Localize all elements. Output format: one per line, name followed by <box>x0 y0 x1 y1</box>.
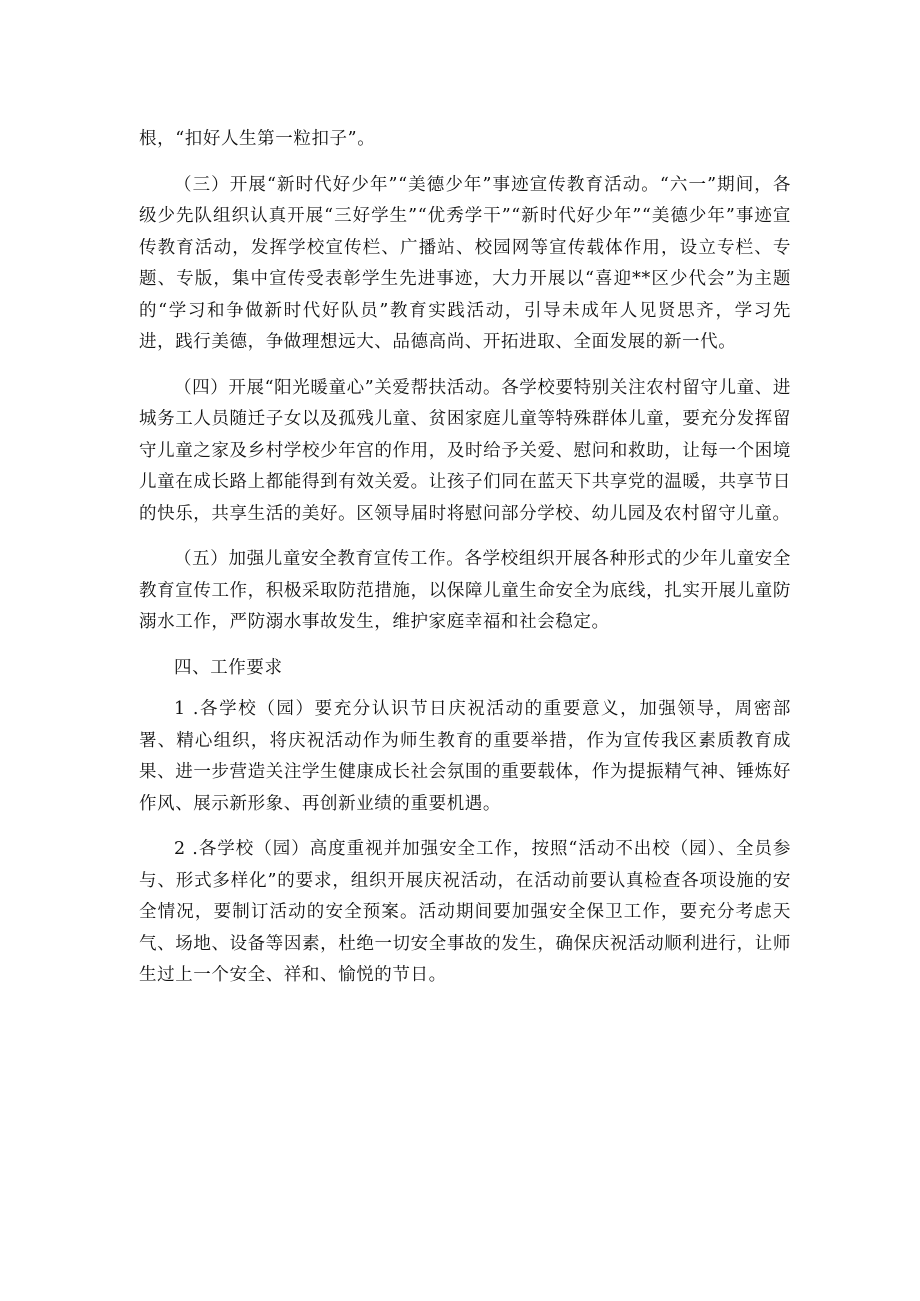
paragraph-continuation: 根，“扣好人生第一粒扣子”。 <box>139 129 376 149</box>
paragraph-section-4: （四）开展“阳光暖童心”关爱帮扶活动。各学校要特别关注农村留守儿童、进城务工人员随迁子女以及孤残儿童、贫困家庭儿童等特殊群体儿童，要充分发挥留守儿童之家及乡村学校少年宫的作用，及时给予关爱、慰问和救助，让每一个困境儿童在成长路上都能得到有效关爱。让孩子们同在蓝天下共享党的温暖，共享节日的快乐，共享生活的美好。区领导届时将慰问部分学校、幼儿园及农村留守儿童。 <box>139 377 791 524</box>
paragraph-section-5: （五）加强儿童安全教育宣传工作。各学校组织开展各种形式的少年儿童安全教育宣传工作，积极采取防范措施，以保障儿童生命安全为底线，扎实开展儿童防溺水工作，严防溺水事故发生，维护家庭幸福和社会稳定。 <box>139 549 791 632</box>
requirement-item-1: 1 .各学校（园）要充分认识节日庆祝活动的重要意义，加强领导，周密部署、精心组织，将庆祝活动作为师生教育的重要举措，作为宣传我区素质教育成果、进一步营造关注学生健康成长社会氛围的重要载体，作为提振精气神、锤炼好作风、展示新形象、再创新业绩的重要机遇。 <box>139 699 791 814</box>
section-heading: 四、工作要求 <box>174 657 283 678</box>
requirement-item-2: 2 .各学校（园）高度重视并加强安全工作，按照“活动不出校（园）、全员参与、形式多样化”的要求，组织开展庆祝活动，在活动前要认真检查各项设施的安全情况，要制订活动的安全预案。活动期间要加强安全保卫工作，要充分考虑天气、场地、设备等因素，杜绝一切安全事故的发生，确保庆祝活动顺利进行，让师生过上一个安全、祥和、愉悦的节日。 <box>139 839 791 985</box>
paragraph-section-3: （三）开展“新时代好少年”“美德少年”事迹宣传教育活动。“六一”期间，各级少先队组织认真开展“三好学生”“优秀学干”“新时代好少年”“美德少年”事迹宣传教育活动，发挥学校宣传栏、广播站、校园网等宣传载体作用，设立专栏、专题、专版，集中宣传受表彰学生先进事迹，大力开展以“喜迎**区少代会”为主题的“学习和争做新时代好队员”教育实践活动，引导未成年人见贤思齐，学习先进，践行美德，争做理想远大、品德高尚、开拓进取、全面发展的新一代。 <box>139 174 791 352</box>
document-page <box>139 124 791 1006</box>
